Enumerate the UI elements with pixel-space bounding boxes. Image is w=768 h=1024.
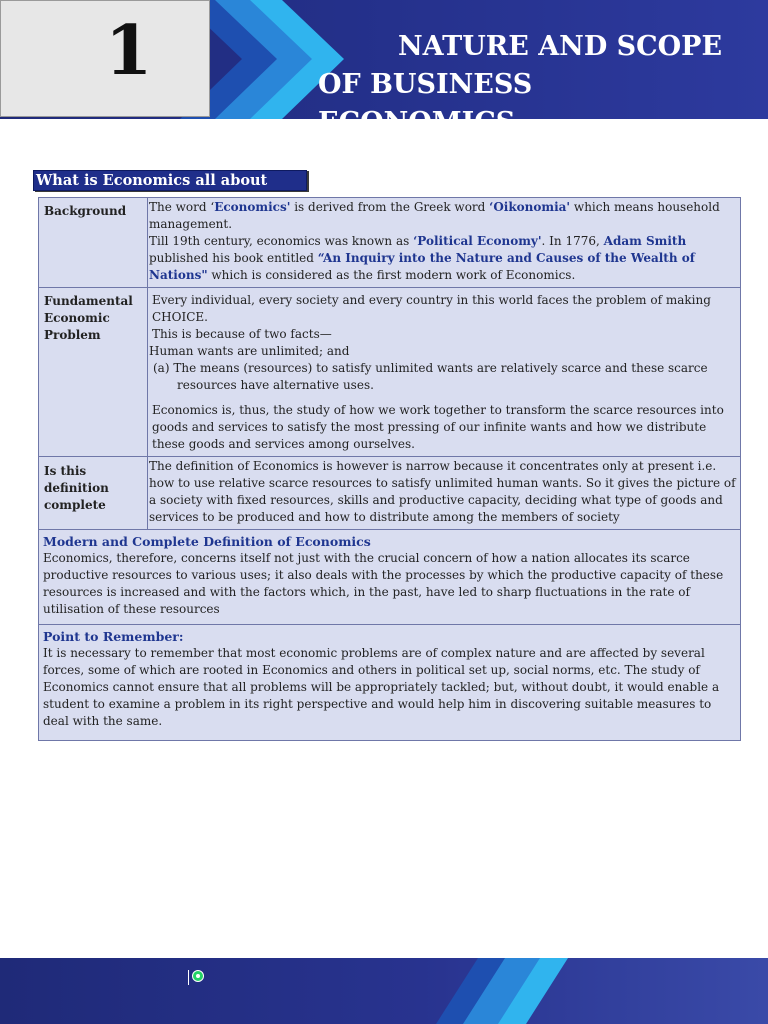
footer-stripes (0, 958, 768, 1024)
table-row-background (39, 198, 741, 288)
fundamental-paragraph-3: Human wants are unlimited; and (149, 344, 350, 358)
label-line: Is this (44, 464, 87, 478)
definition-paragraph: The definition of Economics is however is narrow because it concentrates only at present i.e. how to use relative scarce resources to satisfy unlimited human wants. So it gives the picture of a society with fixed resources, skills and productive capacity, deciding what type of goods and services to be produced and how to distribute among the members of society (149, 459, 736, 524)
label-line: Problem (44, 328, 101, 342)
section-heading: What is Economics all about (33, 170, 307, 191)
chapter-title-line-1: NATURE AND SCOPE (398, 31, 723, 62)
fundamental-point-a: (a) The means (resources) to satisfy unlimited wants are relatively scarce and these scarce resources have alternative uses. (153, 361, 708, 392)
book-title: “An Inquiry into the Nature and Causes of the Wealth of Nations" (149, 251, 695, 282)
term-oikonomia: ‘Oikonomia' (489, 200, 571, 214)
table-row-definition (39, 457, 741, 530)
footer-divider (188, 970, 189, 985)
chapter-title-line-2: OF BUSINESS (318, 69, 533, 100)
modern-definition-heading: Modern and Complete Definition of Economics (43, 534, 371, 549)
row-body-background (148, 198, 741, 288)
fundamental-paragraph-5: Economics is, thus, the study of how we work together to transform the scarce resources into goods and services to satisfy the most pressing of our infinite wants and how we distribute these goods and services among ourselves. (152, 403, 724, 451)
chapter-title (318, 28, 758, 142)
table-row-modern (39, 530, 741, 625)
content-table (38, 197, 741, 741)
row-body-remember (39, 625, 741, 741)
background-paragraph-1 (149, 199, 736, 233)
chapter-title-line-3: ECONOMICS (318, 107, 516, 138)
text: published his book entitled (149, 251, 318, 265)
point-to-remember-paragraph: It is necessary to remember that most economic problems are of complex nature and are affected by several forces, some of which are rooted in Economics and others in political set up, social norms, etc. The study of Economics cannot ensure that all problems will be appropriately tackled; but, without doubt, it would enable a student to examine a problem in its right perspective and would help him in discovering suitable measures to deal with the same. (43, 646, 720, 728)
term-adam-smith: Adam Smith (603, 234, 687, 248)
label-line: complete (44, 498, 106, 512)
row-body-modern (39, 530, 741, 625)
background-paragraph-2 (149, 233, 736, 284)
label-line: definition (44, 481, 109, 495)
term-political-economy: ‘Political Economy' (413, 234, 542, 248)
page-footer (0, 958, 768, 1024)
row-label-fundamental (39, 288, 148, 457)
text: which is considered as the first modern work of Economics. (207, 268, 576, 282)
text: The word ‘ (149, 200, 215, 214)
row-label-definition (39, 457, 148, 530)
row-body-definition (148, 457, 741, 530)
text: which means household management. (149, 200, 720, 231)
text: is derived from the Greek word (290, 200, 490, 214)
text: Till 19th century, economics was known as (149, 234, 414, 248)
row-label-background: Background (39, 198, 148, 288)
term-economics: Economics' (214, 200, 291, 214)
label-line: Economic (44, 311, 110, 325)
point-to-remember-heading: Point to Remember: (43, 629, 184, 644)
whatsapp-icon[interactable] (192, 970, 204, 982)
label-line: Fundamental (44, 294, 133, 308)
modern-definition-paragraph: Economics, therefore, concerns itself not just with the crucial concern of how a nation allocates its scarce productive resources to various uses; it also deals with the processes by which the productive capacity of these resources is increased and with the factors which, in the past, have led to sharp fluctuations in the rate of utilisation of these resources (43, 551, 724, 616)
table-row-fundamental (39, 288, 741, 457)
table-row-remember (39, 625, 741, 741)
text: . In 1776, (541, 234, 604, 248)
chapter-number: 1 (105, 11, 153, 91)
chapter-header (0, 0, 768, 138)
fundamental-paragraph-1: Every individual, every society and every country in this world faces the problem of making CHOICE. (152, 293, 711, 324)
fundamental-paragraph-2: This is because of two facts— (152, 327, 332, 341)
chapter-number-box (0, 0, 210, 117)
row-body-fundamental (148, 288, 741, 457)
